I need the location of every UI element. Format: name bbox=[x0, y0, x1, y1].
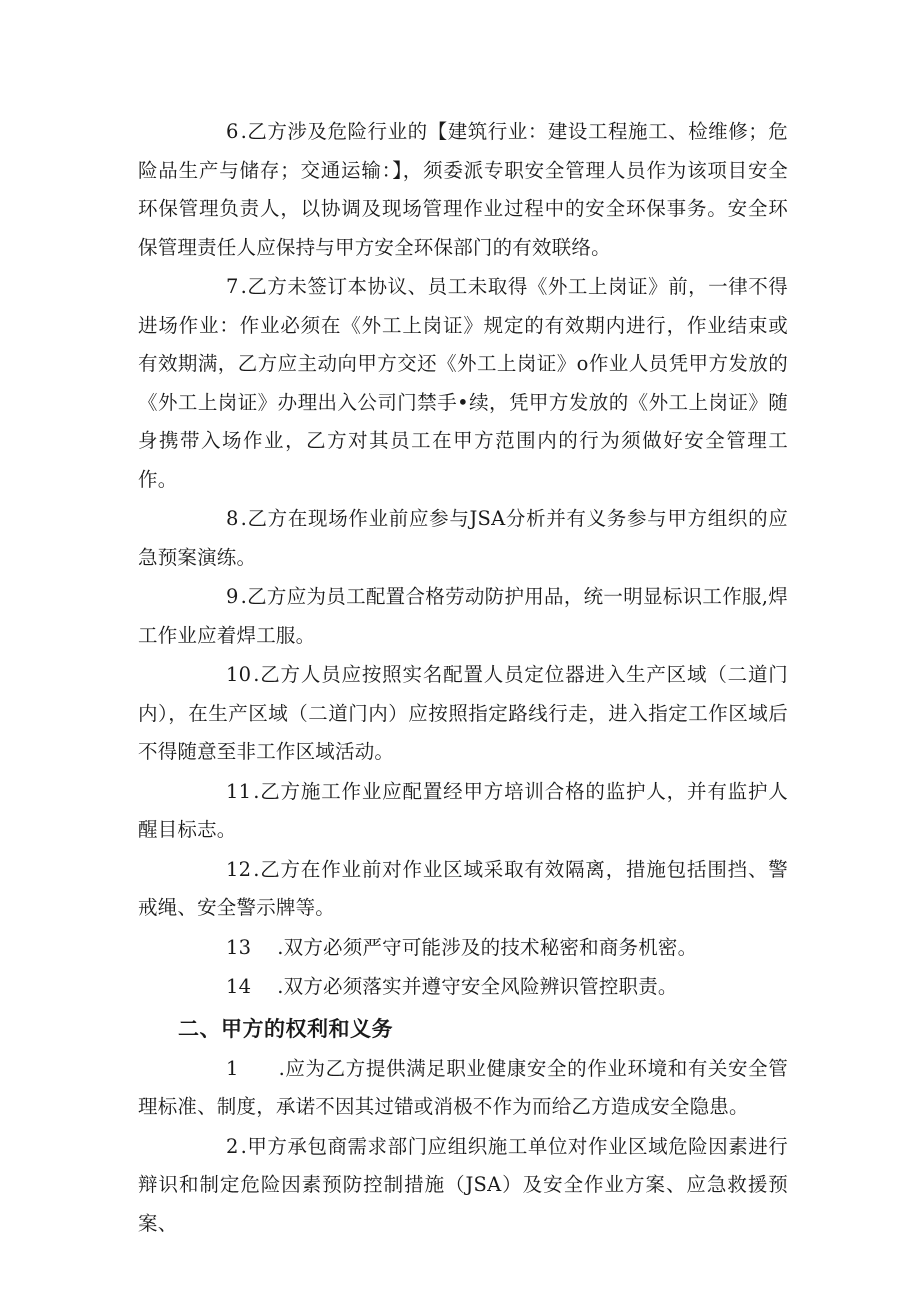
clause-text: .乙方在现场作业前应参与JSA分析并有义务参与甲方组织的应急预案演练。 bbox=[138, 507, 788, 569]
document-body bbox=[138, 113, 788, 1244]
clause-8 bbox=[138, 500, 788, 577]
clause-6 bbox=[138, 113, 788, 267]
clause-number: 6 bbox=[226, 120, 239, 143]
clause-text: .乙方未签订本协议、员工未取得《外工上岗证》前，一律不得进场作业：作业必须在《外工上岗证》规定的有效期内进行，作业结束或有效期满，乙方应主动向甲方交还《外工上岗证》o作业人员凭甲方发放的《外工上岗证》办理出入公司门禁手•续，凭甲方发放的《外工上岗证》随身携带入场作业，乙方对其员工在甲方范围内的行为须做好安全管理工作。 bbox=[138, 275, 788, 491]
clause-number: 10 bbox=[226, 663, 252, 686]
clause-number: 13 bbox=[226, 935, 252, 959]
clause-number: 9 bbox=[226, 585, 239, 608]
clause-text: .乙方应为员工配置合格劳动防护用品，统一明显标识工作服,焊工作业应着焊工服。 bbox=[138, 585, 788, 647]
clause-number: 2 bbox=[226, 1134, 239, 1158]
section-clause-2 bbox=[138, 1128, 788, 1244]
clause-7 bbox=[138, 268, 788, 499]
clause-number: 12 bbox=[226, 857, 252, 881]
section-heading: 二、甲方的权利和义务 bbox=[178, 1016, 393, 1041]
clause-number: 1 bbox=[226, 1056, 239, 1080]
clause-number: 11 bbox=[226, 779, 252, 803]
clause-number: 14 bbox=[226, 975, 252, 998]
clause-9 bbox=[138, 578, 788, 655]
clause-text: .应为乙方提供满足职业健康安全的作业环境和有关安全管理标准、制度，承诺不因其过错或消极不作为而给乙方造成安全隐患。 bbox=[138, 1056, 788, 1118]
clause-text: .甲方承包商需求部门应组织施工单位对作业区域危险因素进行辩识和制定危险因素预防控制措施（JSA）及安全作业方案、应急救援预案、 bbox=[138, 1134, 788, 1235]
clause-text: .乙方涉及危险行业的【建筑行业：建设工程施工、检维修；危险品生产与储存；交通运输：】，须委派专职安全管理人员作为该项目安全环保管理负责人，以协调及现场管理作业过程中的安全环保事务。安全环保管理责任人应保持与甲方安全环保部门的有效联络。 bbox=[138, 120, 788, 259]
clause-text: .双方必须严守可能涉及的技术秘密和商务机密。 bbox=[277, 935, 698, 959]
clause-10 bbox=[138, 656, 788, 772]
clause-text: .乙方人员应按照实名配置人员定位器进入生产区域（二道门内），在生产区域（二道门内）应按照指定路线行走，进入指定工作区域后不得随意至非工作区域活动。 bbox=[138, 663, 788, 763]
clause-text: .双方必须落实并遵守安全风险辨识管控职责。 bbox=[277, 975, 678, 998]
clause-11 bbox=[138, 773, 788, 850]
clause-text: .乙方施工作业应配置经甲方培训合格的监护人，并有监护人醒目标志。 bbox=[138, 779, 788, 841]
section-clause-1 bbox=[138, 1050, 788, 1127]
clause-number: 8 bbox=[226, 507, 239, 530]
clause-14 bbox=[138, 968, 788, 1007]
clause-text: .乙方在作业前对作业区域采取有效隔离，措施包括围挡、警戒绳、安全警示牌等。 bbox=[138, 857, 788, 919]
clause-13 bbox=[138, 929, 788, 968]
clause-number: 7 bbox=[226, 275, 239, 298]
clause-12 bbox=[138, 851, 788, 928]
